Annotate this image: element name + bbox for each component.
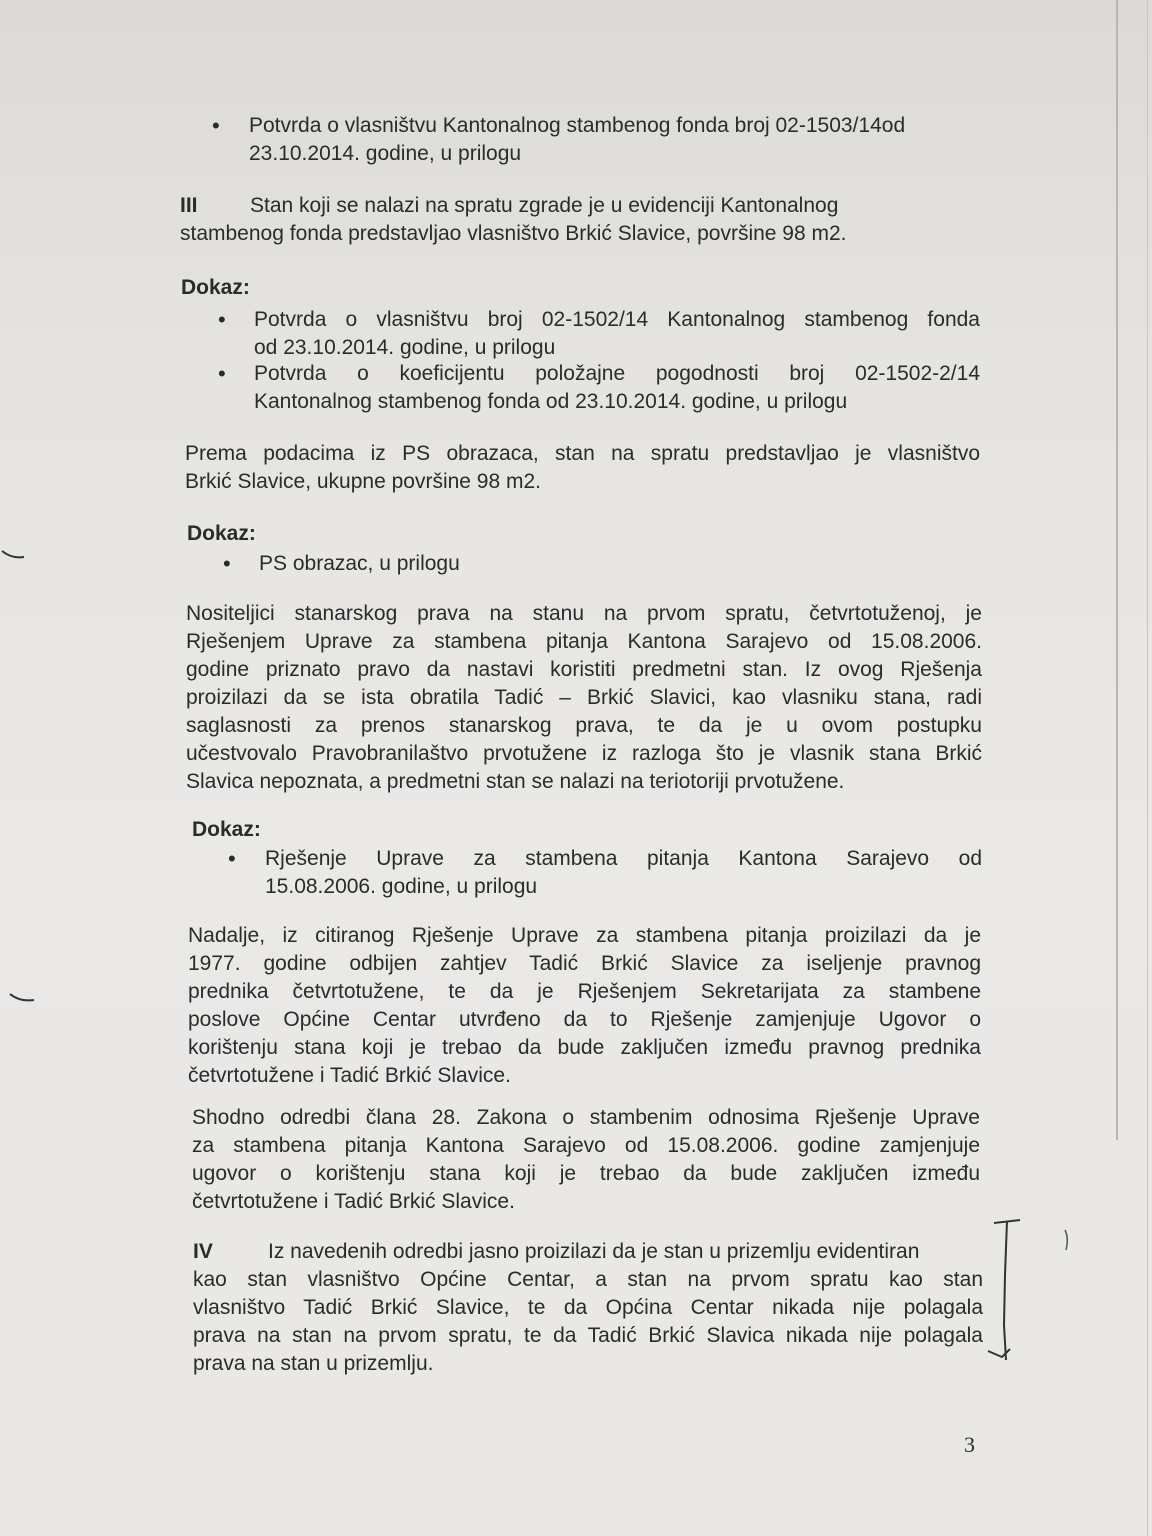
text-line: Kantonalnog stambenog fonda od 23.10.2014. godine, u prilogu xyxy=(254,390,848,413)
handwritten-bracket-mark xyxy=(980,1215,1040,1375)
paragraph-shodno xyxy=(192,1104,980,1216)
text-line: poslove Općine Centar utvrđeno da to Rješenje zamjenjuje Ugovor o xyxy=(188,1008,981,1031)
section-numeral: IV xyxy=(193,1240,213,1263)
text-line: Prema podacima iz PS obrazaca, stan na spratu predstavljao je vlasništvo xyxy=(185,442,980,465)
paragraph-nositeljici xyxy=(186,600,982,796)
paragraph-ps-obrazac xyxy=(185,440,980,496)
text-line: Stan koji se nalazi na spratu zgrade je u evidenciji Kantonalnog xyxy=(250,194,839,217)
bullet-item-fond-1502 xyxy=(254,306,980,362)
handwritten-tick-mark xyxy=(1062,1228,1072,1258)
section-numeral: III xyxy=(180,194,198,217)
page-number: 3 xyxy=(964,1432,975,1457)
text-line: Rješenjem Uprave za stambena pitanja Kantona Sarajevo od 15.08.2006. xyxy=(186,630,982,653)
text-line: 15.08.2006. godine, u prilogu xyxy=(265,875,538,898)
text-line: Shodno odredbi člana 28. Zakona o stambenim odnosima Rješenje Uprave xyxy=(192,1106,980,1129)
section-iv xyxy=(193,1238,983,1378)
text-line: 23.10.2014. godine, u prilogu xyxy=(249,142,522,165)
text-line: prava na stan na prvom spratu, te da Tadić Brkić Slavica nikada nije polagala xyxy=(193,1324,983,1347)
bullet-dot: • xyxy=(212,113,220,138)
text-line: PS obrazac, u prilogu xyxy=(259,552,460,575)
dokaz-heading: Dokaz: xyxy=(192,818,261,841)
text-line: 1977. godine odbijen zahtjev Tadić Brkić Slavice za iseljenje pravnog xyxy=(188,952,981,975)
text-line: korištenju stana koji je trebao da bude zaključen između pravnog prednika xyxy=(188,1036,981,1059)
text-line: Brkić Slavice, ukupne površine 98 m2. xyxy=(185,470,542,493)
text-line: godine priznato pravo da nastavi koristiti predmetni stan. Iz ovog Rješenja xyxy=(186,658,982,681)
bullet-item-ps-obrazac xyxy=(259,550,460,578)
text-line: vlasništvo Tadić Brkić Slavice, te da Općina Centar nikada nije polagala xyxy=(193,1296,983,1319)
section-iii xyxy=(180,192,920,248)
text-line: ugovor o korištenju stana koji je trebao da bude zaključen između xyxy=(192,1162,980,1185)
dokaz-heading: Dokaz: xyxy=(181,276,250,299)
bullet-dot: • xyxy=(218,361,226,386)
bullet-dot: • xyxy=(218,307,226,332)
text-line: Rješenje Uprave za stambena pitanja Kantona Sarajevo od xyxy=(265,847,982,870)
text-line: Nadalje, iz citiranog Rješenje Uprave za stambena pitanja proizilazi da je xyxy=(188,924,981,947)
text-line: Potvrda o koeficijentu položajne pogodnosti broj 02-1502-2/14 xyxy=(254,362,980,385)
text-line: Potvrda o vlasništvu Kantonalnog stambenog fonda broj 02-1503/14od xyxy=(249,114,906,137)
text-line: četvrtotužene i Tadić Brkić Slavice. xyxy=(192,1190,515,1213)
text-line: proizilazi da se ista obratila Tadić – Brkić Slavici, kao vlasniku stana, radi xyxy=(186,686,982,709)
text-line: saglasnosti za prenos stanarskog prava, te da je u ovom postupku xyxy=(186,714,982,737)
text-line: stambenog fonda predstavljao vlasništvo Brkić Slavice, površine 98 m2. xyxy=(180,222,847,245)
paragraph-nadalje xyxy=(188,922,981,1090)
text-line: za stambena pitanja Kantona Sarajevo od 15.08.2006. godine zamjenjuje xyxy=(192,1134,980,1157)
text-line: Iz navedenih odredbi jasno proizilazi da je stan u prizemlju evidentiran xyxy=(268,1240,920,1263)
bullet-dot: • xyxy=(228,846,236,871)
text-line: Slavica nepoznata, a predmetni stan se nalazi na teriotoriji prvotužene. xyxy=(186,770,845,793)
bullet-item-koeficijent xyxy=(254,360,980,416)
margin-tick-mark xyxy=(8,990,38,1010)
text-line: prednika četvrtotužene, te da je Rješenjem Sekretarijata za stambene xyxy=(188,980,981,1003)
text-line: četvrtotužene i Tadić Brkić Slavice. xyxy=(188,1064,511,1087)
text-line: Nositeljici stanarskog prava na stanu na prvom spratu, četvrtotuženoj, je xyxy=(186,602,982,625)
margin-tick-mark xyxy=(0,545,30,565)
bullet-item-fond-1503 xyxy=(249,112,989,168)
text-line: prava na stan u prizemlju. xyxy=(193,1352,434,1375)
bullet-item-rjesenje xyxy=(265,845,982,901)
page-edge-shadow xyxy=(1116,0,1118,1140)
text-line: kao stan vlasništvo Općine Centar, a stan na prvom spratu kao stan xyxy=(193,1268,983,1291)
text-line: učestvovalo Pravobranilaštvo prvotužene iz razloga što je vlasnik stana Brkić xyxy=(186,742,982,765)
page-edge-line xyxy=(1147,0,1148,1536)
text-line: od 23.10.2014. godine, u prilogu xyxy=(254,336,556,359)
text-line: Potvrda o vlasništvu broj 02-1502/14 Kantonalnog stambenog fonda xyxy=(254,308,980,331)
bullet-dot: • xyxy=(223,551,231,576)
dokaz-heading: Dokaz: xyxy=(187,522,256,545)
